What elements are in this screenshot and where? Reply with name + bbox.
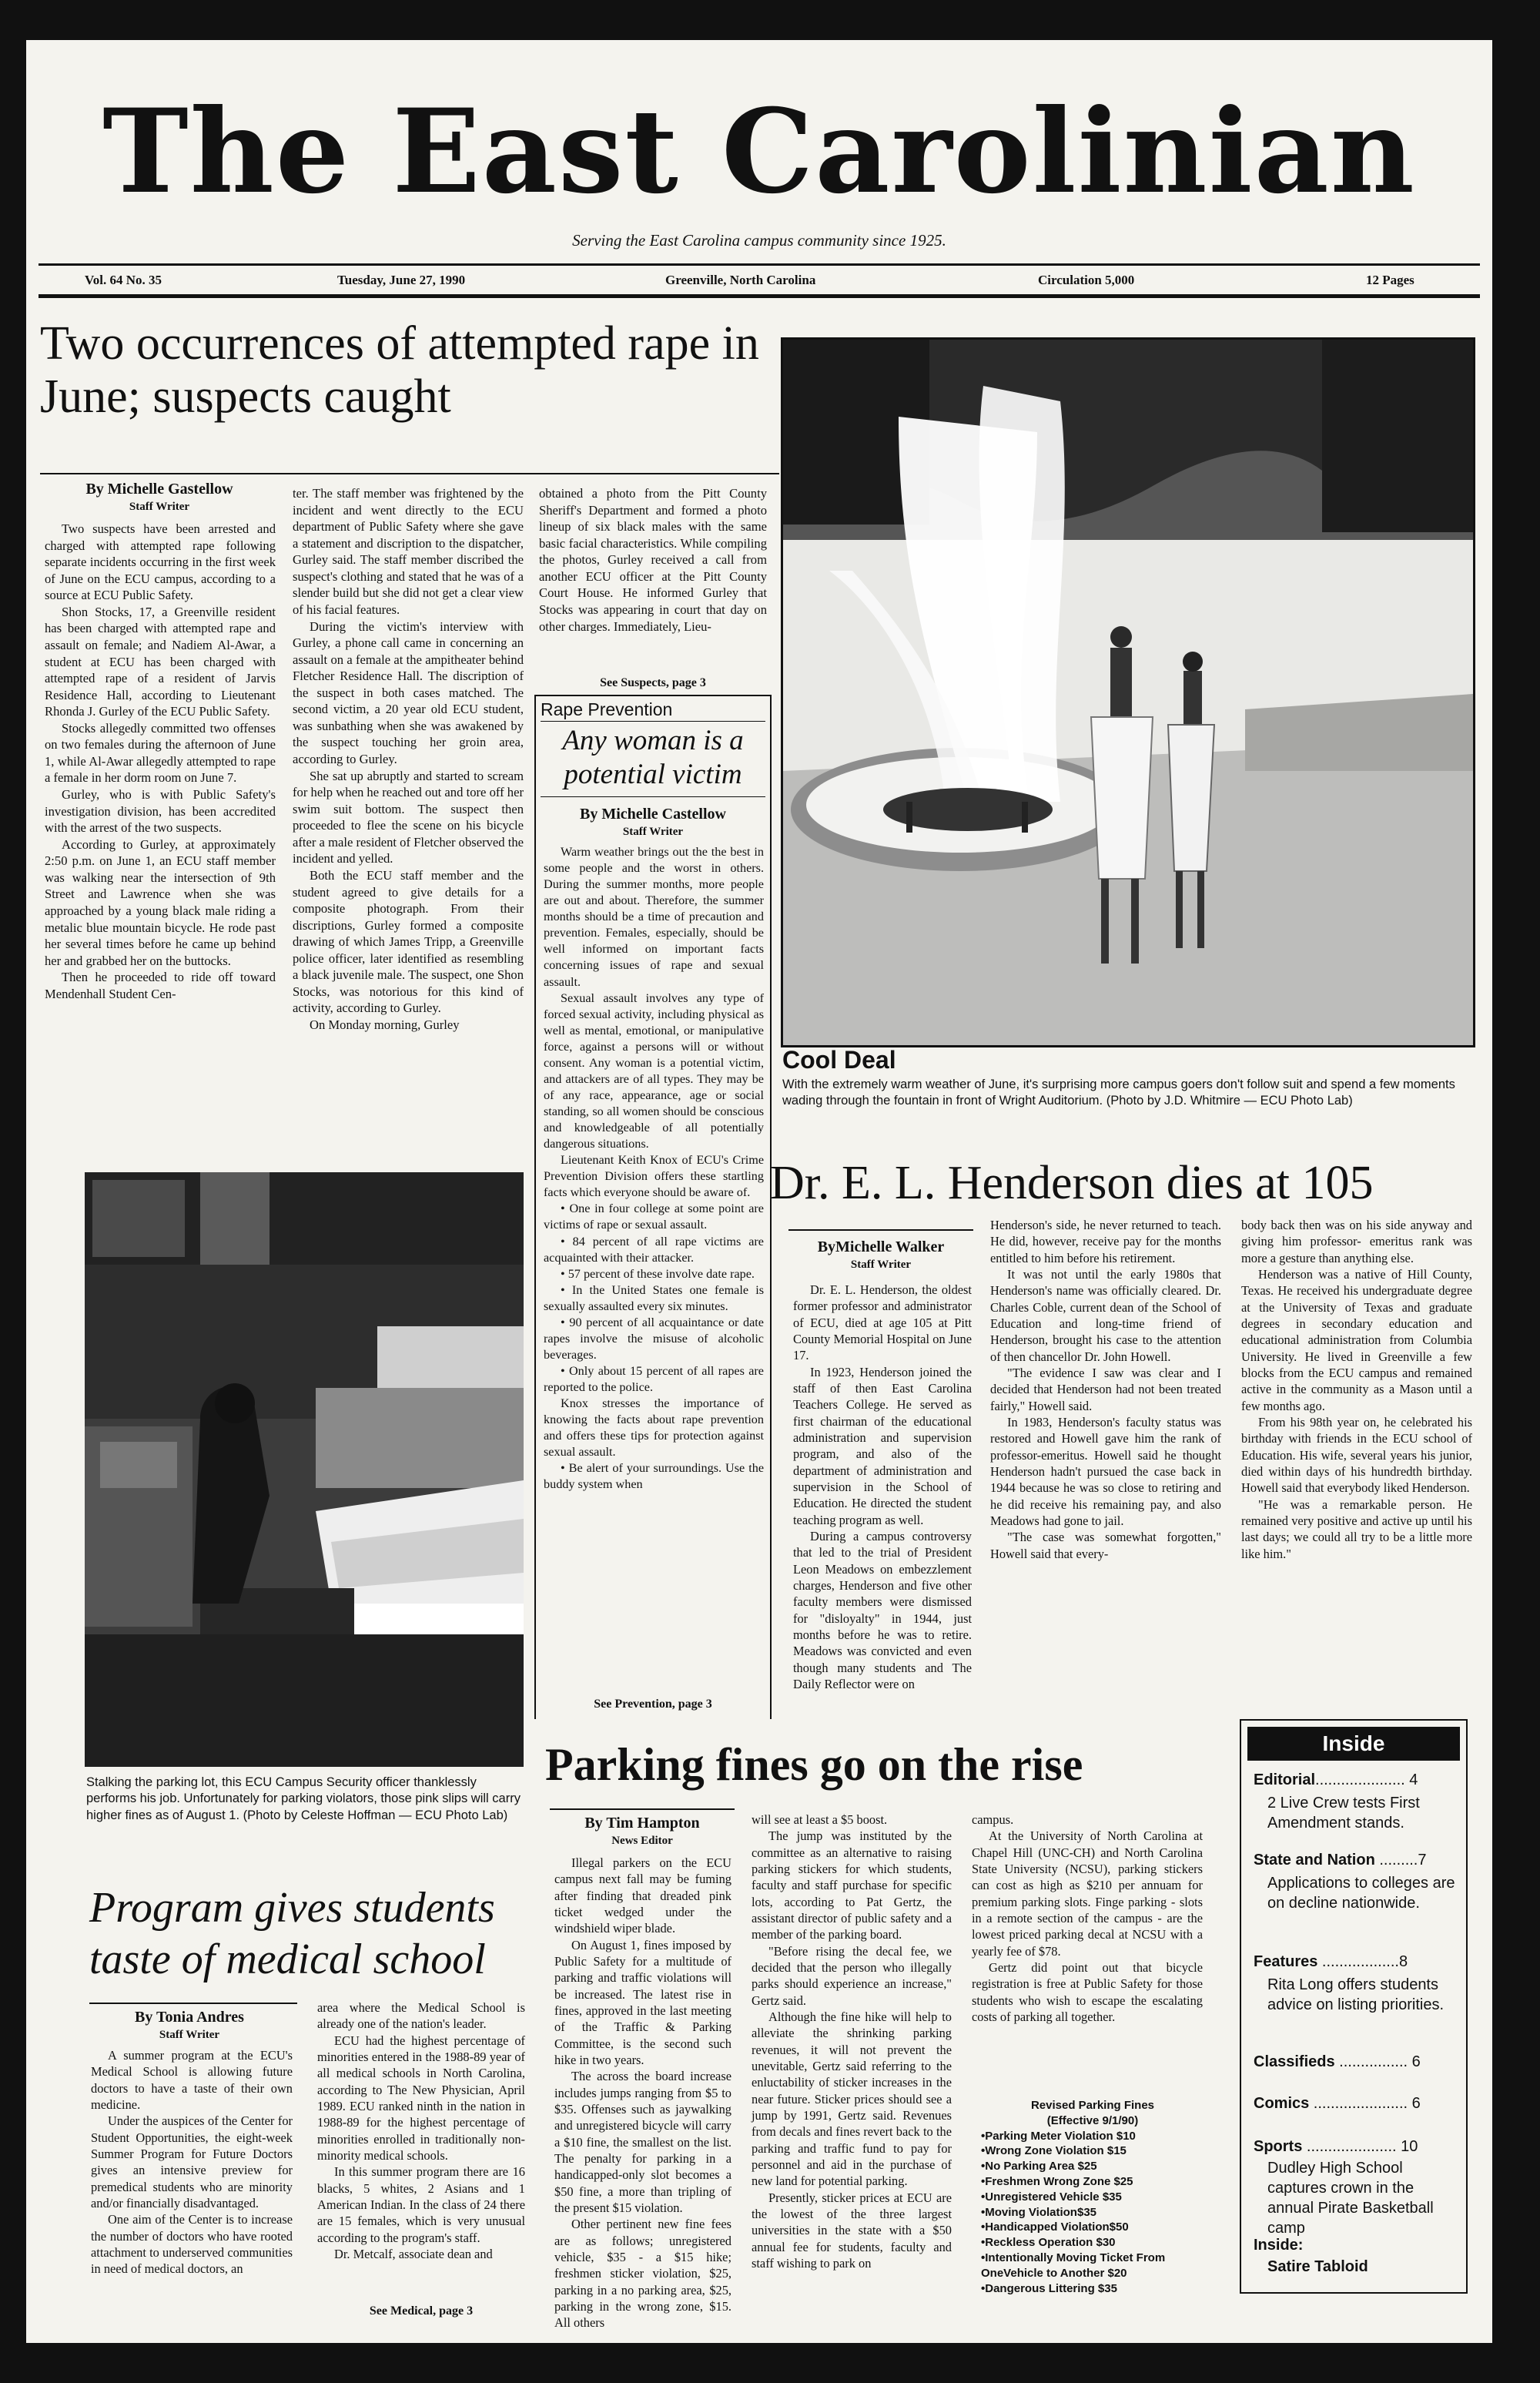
parking-column-2 xyxy=(752,1812,952,2271)
paragraph: "He was a remarkable person. He remained very positive and active up until his last days; we could all try to be a little more like him." xyxy=(1241,1496,1472,1561)
fine-item: •Wrong Zone Violation $15 xyxy=(981,2144,1127,2158)
paragraph: A summer program at the ECU's Medical School is allowing future doctors to have a taste of their own medicine. xyxy=(91,2048,293,2112)
paragraph: Shon Stocks, 17, a Greenville resident has been charged with attempted rape and assault on female; and Nadiem Al-Awar, a student at ECU has been charged with attempted rape of a resident of Jarvis Residence Hall, according to Lieutenant Rhonda J. Gurley of the ECU Public Safety. xyxy=(45,604,276,719)
paper-sheet xyxy=(26,40,1492,2343)
suspects-jump-line: See Suspects, page 3 xyxy=(600,676,706,689)
inside-item-desc: Rita Long offers students advice on listing priorities. xyxy=(1267,1976,1444,2013)
med-column-1 xyxy=(91,2047,293,2277)
paragraph: body back then was on his side anyway and giving him professor- emeritus rank was more a gesture than anything else. xyxy=(1241,1218,1472,1265)
paragraph: Henderson was a native of Hill County, Texas. He received his undergraduate degree at the University of Texas and graduate degrees in secondary education and educational administration from Columbia University. He lived in Greenville a few blocks from the ECU campus and remained active in the community as a Mason until a few months ago. xyxy=(1241,1266,1472,1413)
paragraph: Warm weather brings out the the best in some people and the worst in others. During the summer months, more people are out and about. Therefore, the summer months should be a time of precaution and prevention. Females, especially, should be well informed on important facts concerning issues of rape and sexual assault. xyxy=(544,845,764,989)
paragraph: From his 98th year on, he celebrated his birthday with friends in the ECU school of Education. His wife, several years his junior, died within days of his hundredth birthday. Howell said that everybody liked Henderson. xyxy=(1241,1414,1472,1496)
motto: Serving the East Carolina campus community since 1925. xyxy=(572,231,946,250)
parking-lot-photo-image xyxy=(85,1172,524,1767)
fountain-photo xyxy=(781,337,1475,1047)
paragraph: • 90 percent of all acquaintance or date rapes involve the misuse of alcoholic beverages. xyxy=(544,1315,764,1362)
paragraph: • In the United States one female is sexually assaulted every six minutes. xyxy=(544,1282,764,1313)
paragraph: ECU had the highest percentage of minorities entered in the 1988-89 year of all medical schools in North Carolina, according to The New Physician, April 1989. ECU ranked ninth in the nation in 1988-89 for the highest percentage of minorities enrolled in traditionally non-minority medical schools. xyxy=(317,2033,525,2163)
fine-item: •No Parking Area $25 xyxy=(981,2160,1097,2174)
prevention-body xyxy=(544,844,764,1493)
prevention-byline: By Michelle Castellow xyxy=(580,806,726,823)
henderson-column-1 xyxy=(793,1282,972,1692)
paragraph: The jump was instituted by the committee as an alternative to raising parking stickers for which students, faculty and staff purchase for specific lots, according to Pat Gertz, the assistant director of public safety and a member of the parking board. xyxy=(752,1828,952,1942)
parking-byline-rule xyxy=(550,1808,735,1810)
parking-byline: By Tim Hampton xyxy=(584,1815,700,1832)
inside-item-label: State and Nation xyxy=(1254,1852,1375,1869)
paragraph: Under the auspices of the Center for Student Opportunities, the eight-week Summer Program for Future Doctors gives an intensive preview for premedical students who are minority and/or financially disadvantaged. xyxy=(91,2113,293,2210)
fine-item: •Reckless Operation $30 xyxy=(981,2236,1116,2250)
inside-item-label: Features xyxy=(1254,1953,1318,1970)
parking-column-1 xyxy=(554,1855,732,2331)
inside-item-label: Sports xyxy=(1254,2138,1303,2155)
prevention-jump-line: See Prevention, page 3 xyxy=(594,1698,712,1711)
inside-item-desc: 2 Live Crew tests First Amendment stands. xyxy=(1267,1795,1420,1832)
inside-item-page: ...................... 6 xyxy=(1309,2095,1421,2112)
paragraph: According to Gurley, at approximately 2:50 p.m. on June 1, an ECU staff member was walking near the intersection of 9th Street and Lawrence when she was approached by a young black male riding a metalic blue mountain bicycle. He rode past her several times before he came up behind her and grabbed her on the buttocks. xyxy=(45,836,276,968)
paragraph: During the victim's interview with Gurley, a phone call came in concerning an assault on a female at the ampitheater behind Fletcher Residence Hall. The discription of the suspect in both cases matched. The second victim, a 20 year old ECU student, was sunbathing when she was awakened by the suspect touching her groin area, according to Gurley. xyxy=(293,618,524,766)
paragraph: campus. xyxy=(972,1812,1014,1827)
paragraph: area where the Medical School is already one of the nation's leader. xyxy=(317,2000,525,2032)
paragraph: One aim of the Center is to increase the number of doctors who have rooted attachment to underserved communities in need of medical doctors, an xyxy=(91,2212,293,2277)
paragraph: It was not until the early 1980s that Henderson's name was officially cleared. Dr. Charles Coble, current dean of the School of Education and long-time friend of Henderson, brought his case to the attention of then chancellor Dr. John Howell. xyxy=(990,1266,1221,1364)
paragraph: obtained a photo from the Pitt County Sheriff's Department and formed a photo lineup of six black males with the same basic facial characteristics. While compiling the photos, Gurley received a call from another ECU officer at the Pitt County Court House. He informed Gurley that Stocks was appearing in court that day on other charges. Immediately, Lieu- xyxy=(539,486,767,634)
paragraph: Lieutenant Keith Knox of ECU's Crime Prevention Division offers these startling facts which everyone should be aware of. xyxy=(544,1153,764,1200)
med-column-2 xyxy=(317,1999,525,2262)
medical-jump-line: See Medical, page 3 xyxy=(369,2304,474,2318)
henderson-byline-rule xyxy=(788,1229,973,1231)
paragraph: • Be alert of your surroundings. Use the buddy system when xyxy=(544,1461,764,1492)
paragraph: Dr. Metcalf, associate dean and xyxy=(334,2246,493,2261)
paragraph: She sat up abruptly and started to scream for help when he reached out and tore off her swim suit bottom. The suspect then proceeded to flee the scene on his bicycle after a male resident of Fletcher observed the incident and yelled. xyxy=(293,768,524,866)
paragraph: Presently, sticker prices at ECU are the lowest of the three largest universities in the state with a $50 annual fee for students, faculty and staff wishing to park on xyxy=(752,2190,952,2271)
prevention-staff-tag: Staff Writer xyxy=(622,826,684,838)
prevention-kicker: Rape Prevention xyxy=(541,699,673,719)
paragraph: Two suspects have been arrested and charged with attempted rape following separate incidents occurring in the first week of June on the ECU campus, according to a source at ECU Public Safety. xyxy=(45,521,276,603)
fines-title: Revised Parking Fines xyxy=(1030,2099,1155,2112)
henderson-staff-tag: Staff Writer xyxy=(850,1259,912,1271)
fine-item: •Handicapped Violation$50 xyxy=(981,2220,1129,2234)
rape-story-column-2 xyxy=(293,485,524,1034)
paragraph: The across the board increase includes jumps ranging from $5 to $35. Offenses such as jaywalking and unregistered bicycle will carry a $10 fine, the smallest on the list. The penalty for parking in a handicapped-only slot becomes a $50 fine, a more than tripling of the present $15 violation. xyxy=(554,2069,732,2215)
med-story-byline: By Tonia Andres xyxy=(135,2009,244,2026)
folio-circulation: Circulation 5,000 xyxy=(1038,273,1135,287)
inside-item-label: Classifieds xyxy=(1254,2053,1335,2070)
paragraph: "The evidence I saw was clear and I decided that Henderson had not been treated fairly," Howell said. xyxy=(990,1365,1221,1413)
inside-header: Inside xyxy=(1247,1727,1460,1761)
paragraph: In 1983, Henderson's faculty status was restored and Howell gave him the rank of professor-emeritus. Howell said he thought Henderson hadn't pursued the case back in 1944 because he was so close to retiring and he did receive his remaining pay, and also Meadows had gone to jail. xyxy=(990,1414,1221,1528)
rape-story-headline: Two occurrences of attempted rape in June; suspects caught xyxy=(40,317,759,424)
fine-item: •Dangerous Littering $35 xyxy=(981,2281,1117,2295)
prevention-head-rule xyxy=(541,796,765,797)
paragraph: Sexual assault involves any type of forced sexual activity, including physical as well as mental, emotional, or manipulative force, against a persons will or without consent. Any woman is a potential victim, and attackers are of all types. They may be of any race, appearance, age or social standing, so all women should be conscious and knowledgeable of all potentially dangerous situations. xyxy=(544,990,764,1151)
inside-item-label: Comics xyxy=(1254,2095,1310,2112)
inside-item-desc: Applications to colleges are on decline nationwide. xyxy=(1267,1875,1455,1912)
paragraph: • Only about 15 percent of all rapes are reported to the police. xyxy=(544,1364,764,1395)
inside-item-features xyxy=(1254,1953,1455,1971)
paragraph: In 1923, Henderson joined the staff of then East Carolina Teachers College. He served as first chairman of the educational administration and supervision program, and also of the department of administration and supervision in the School of Education. He directed the student teaching program as well. xyxy=(793,1364,972,1527)
parking-lot-caption: Stalking the parking lot, this ECU Campus Security officer thanklessly performs his job. Unfortunately for parking violators, those pink slips will carry higher fines as of August 1. (Photo by Celeste Hoffman — ECU Photo Lab) xyxy=(86,1775,521,1822)
med-story-staff-tag: Staff Writer xyxy=(159,2029,220,2041)
inside-bottom-label: Inside: xyxy=(1254,2237,1304,2254)
paragraph: ter. The staff member was frightened by the incident and went directly to the ECU department of Public Safety where she gave a statement and discription to the dispatcher, Gurley said. The staff member discribed the suspect's clothing and stated that he was of a slender build but she did not get a clear view of his facial features. xyxy=(293,486,524,617)
henderson-column-2 xyxy=(990,1217,1221,1562)
inside-item-editorial xyxy=(1254,1771,1455,1789)
fine-item: •Intentionally Moving Ticket From OneVehicle to Another $20 xyxy=(981,2251,1166,2280)
inside-bottom-value: Satire Tabloid xyxy=(1267,2258,1368,2275)
rape-story-rule xyxy=(40,473,779,474)
rape-story-column-3 xyxy=(539,485,767,635)
paragraph: Gertz did point out that bicycle registration is free at Public Safety for those students who wish to escape the escalating costs of parking all together. xyxy=(972,1959,1203,2024)
rape-story-staff-tag: Staff Writer xyxy=(129,501,190,513)
inside-item-page: ................ 6 xyxy=(1334,2053,1421,2070)
parking-column-3 xyxy=(972,1812,1203,2025)
paragraph: • 84 percent of all rape victims are acquainted with their attacker. xyxy=(544,1234,764,1265)
henderson-byline: ByMichelle Walker xyxy=(817,1238,945,1255)
inside-item-state-nation xyxy=(1254,1852,1455,1869)
revised-fines-list xyxy=(981,2098,1204,2296)
paragraph: Illegal parkers on the ECU campus next fall may be fuming after finding that dreaded pink ticket wedged under the windshield wiper blade. xyxy=(554,1855,732,1936)
folio-rule-top xyxy=(38,263,1480,266)
paragraph: At the University of North Carolina at Chapel Hill (UNC-CH) and North Carolina State University (NCSU), parking stickers can cost as high as $210 per annuam for premium parking slots. Finge parking - slots in a remote section of the campus - are the lowest priced parking decal at NCSU with a yearly fee of $78. xyxy=(972,1828,1203,1959)
folio-volume: Vol. 64 No. 35 xyxy=(85,273,162,287)
paragraph: Dr. E. L. Henderson, the oldest former professor and administrator of ECU, died at age 105 at Pitt County Memorial Hospital on June 17. xyxy=(793,1282,972,1363)
prevention-kicker-rule xyxy=(541,721,765,722)
folio-pages: 12 Pages xyxy=(1366,273,1414,287)
parking-headline: Parking fines go on the rise xyxy=(545,1739,1083,1790)
paragraph: • One in four college at some point are victims of rape or sexual assault. xyxy=(544,1202,764,1232)
rape-story-column-1 xyxy=(45,521,276,1002)
paragraph: On Monday morning, Gurley xyxy=(310,1017,460,1032)
prevention-headline: Any woman is a potential victim xyxy=(562,725,744,791)
inside-item-desc: Dudley High School captures crown in the annual Pirate Basketball camp xyxy=(1267,2160,1434,2237)
masthead: The East Carolinian xyxy=(102,84,1416,220)
paragraph: Knox stresses the importance of knowing the facts about rape prevention and offers these tips for protection against sexual assault. xyxy=(544,1396,764,1460)
paragraph: Stocks allegedly committed two offenses on two females during the afternoon of June 1, while Al-Awar allegedly attempted to rape a female in her dorm room on June 7. xyxy=(45,720,276,786)
parking-staff-tag: News Editor xyxy=(611,1835,673,1847)
folio-place: Greenville, North Carolina xyxy=(665,273,816,287)
folio-date: Tuesday, June 27, 1990 xyxy=(337,273,466,287)
fountain-photo-caption: With the extremely warm weather of June, it's surprising more campus goers don't follow suit and spend a few moments wading through the fountain in front of Wright Auditorium. (Photo by J.D. Whitmire — ECU Photo Lab) xyxy=(782,1078,1455,1108)
inside-item-page: ..................... 4 xyxy=(1315,1771,1418,1788)
inside-item-classifieds xyxy=(1254,2053,1455,2071)
paragraph: "Before rising the decal fee, we decided that the person who illegally parks should experience an increase," Gertz said. xyxy=(752,1943,952,2008)
inside-item-comics xyxy=(1254,2095,1455,2113)
paragraph: Although the fine hike will help to alleviate the shrinking parking revenues, it will not prevent the unevitable, Gertz said referring to the enluctability of sticker increases in the near future. Sticker prices should see a jump by 1991, Gertz said. Revenues from decals and fines revert back to the parking and traffic fund to pay for personnel and aid in the purchase of new land for potential parking. xyxy=(752,2009,952,2189)
inside-item-page: ..................... 10 xyxy=(1302,2138,1418,2155)
folio-rule-bottom xyxy=(38,294,1480,298)
fine-item: •Parking Meter Violation $10 xyxy=(981,2129,1136,2143)
paragraph: Henderson's side, he never returned to teach. He did, however, receive pay for the months entitled to him before his retirement. xyxy=(990,1218,1221,1265)
rape-story-byline: By Michelle Gastellow xyxy=(85,481,233,498)
paragraph: Other pertinent new fine fees are as follows; unregistered vehicle, $35 - a $15 hike; freshmen sticker violation, $25, parking in a no parking area, $25, parking in the wrong zone, $15. All others xyxy=(554,2217,732,2331)
fine-item: •Unregistered Vehicle $35 xyxy=(981,2190,1122,2204)
fountain-photo-title: Cool Deal xyxy=(782,1046,896,1074)
fountain-photo-image xyxy=(783,340,1473,1045)
inside-item-page: ..................8 xyxy=(1317,1953,1408,1970)
fine-item: •Moving Violation$35 xyxy=(981,2205,1096,2219)
med-story-headline: Program gives students taste of medical school xyxy=(89,1884,495,1984)
paragraph: will see at least a $5 boost. xyxy=(752,1812,888,1827)
henderson-column-3 xyxy=(1241,1217,1472,1562)
paragraph: During a campus controversy that led to the trial of President Leon Meadows on embezzlement charges, Henderson and five other faculty members were dismissed for "disloyalty" in 1944, just months before he was to retire. Meadows was convicted and even though many students and The Daily Reflector were on xyxy=(793,1528,972,1691)
paragraph: In this summer program there are 16 blacks, 5 whites, 2 Asians and 1 American Indian. In the class of 24 there are 15 females, which is very unusual according to the program's staff. xyxy=(317,2164,525,2245)
fines-effective: (Effective 9/1/90) xyxy=(1046,2113,1139,2127)
paragraph: • 57 percent of these involve date rape. xyxy=(561,1266,755,1281)
parking-lot-photo xyxy=(85,1172,524,1767)
paragraph: "The case was somewhat forgotten," Howell said that every- xyxy=(990,1530,1221,1561)
prevention-top-rule xyxy=(534,695,772,696)
paragraph: On August 1, fines imposed by Public Safety for a multitude of parking and traffic violations will be increased. The latest rise in fines, approved in the last meeting of the Traffic & Parking Committee, is the second such hike in two years. xyxy=(554,1937,732,2067)
inside-item-label: Editorial xyxy=(1254,1771,1316,1788)
henderson-headline: Dr. E. L. Henderson dies at 105 xyxy=(770,1157,1374,1209)
inside-item-page: .........7 xyxy=(1374,1852,1427,1869)
med-byline-rule xyxy=(89,2003,297,2004)
inside-index-box xyxy=(1240,1719,1468,2294)
paragraph: Both the ECU staff member and the student agreed to give details for a composite photograph. From their discriptions, Gurley formed a composite drawing of which James Tripp, a Greenville police officer, later identified as resembling a black juvenile male. The suspect, one Shon Stocks, was notorious for this kind of activity, according to Gurley. xyxy=(293,867,524,1016)
paragraph: Gurley, who is with Public Safety's investigation division, has been accredited with the arrest of the two suspects. xyxy=(45,787,276,836)
prevention-left-rule xyxy=(534,695,536,1719)
fine-item: •Freshmen Wrong Zone $25 xyxy=(981,2174,1133,2188)
paragraph: Then he proceeded to ride off toward Mendenhall Student Cen- xyxy=(45,970,276,1001)
inside-item-sports xyxy=(1254,2138,1455,2156)
